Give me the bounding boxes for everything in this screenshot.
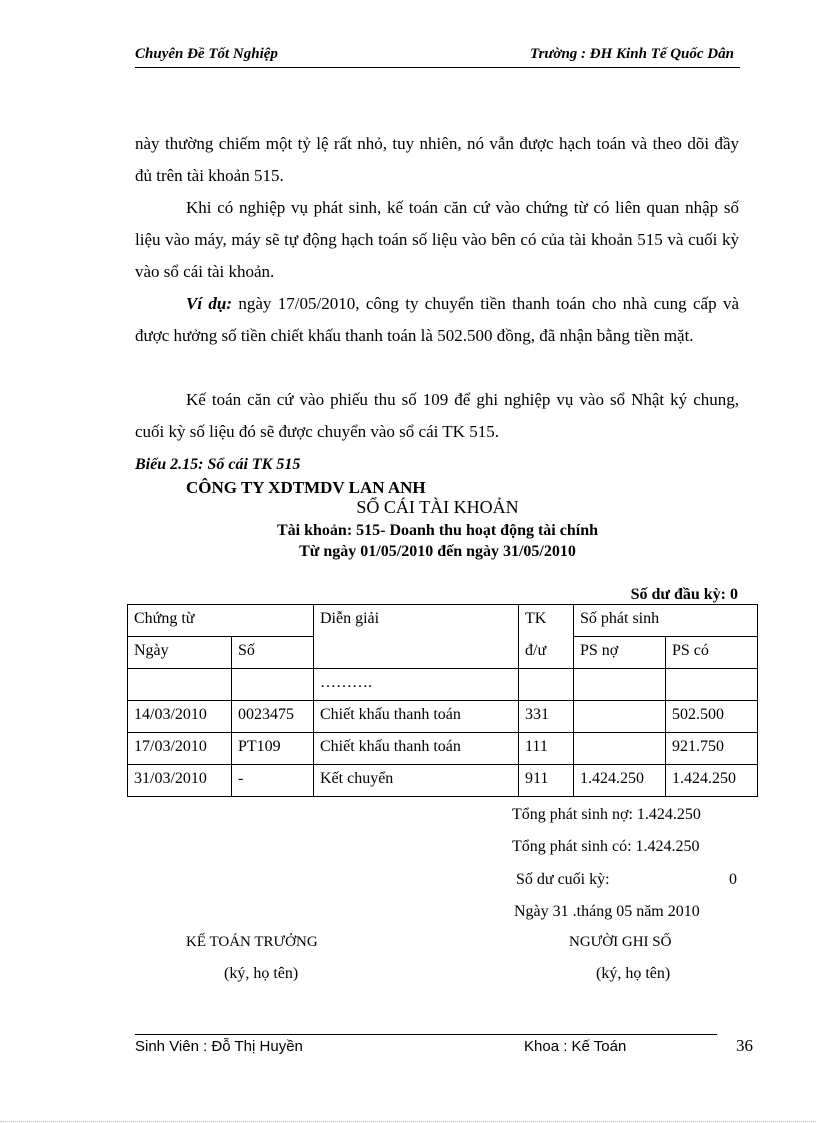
header-tk-sub: đ/ư [519, 637, 574, 669]
row-tk: 111 [519, 733, 574, 765]
table-row-dots [128, 669, 758, 701]
chief-accountant-sign: (ký, họ tên) [224, 965, 299, 982]
row-debit [574, 701, 666, 733]
bookkeeper-title: NGƯỜI GHI SỐ [569, 934, 672, 950]
chief-accountant-title: KẾ TOÁN TRƯỞNG [186, 934, 318, 950]
table-header-row-1 [128, 605, 758, 637]
paragraph-3-text: ngày 17/05/2010, công ty chuyển tiền thanh toán cho nhà cung cấp và được hưởng số tiền chiết khấu thanh toán là 502.500 đồng, đã nhận bằng tiền mặt. [135, 294, 739, 345]
page-number: 36 [736, 1036, 753, 1055]
total-debit: Tổng phát sinh nợ: 1.424.250 [512, 806, 701, 823]
footer-rule [135, 1034, 717, 1035]
header-right: Trường : ĐH Kinh Tế Quốc Dân [529, 46, 734, 62]
row-date: 14/03/2010 [128, 701, 232, 733]
header-tk: TK [519, 605, 574, 637]
header-left: Chuyên Đề Tốt Nghiệp [135, 46, 278, 62]
date-line: Ngày 31 .tháng 05 năm 2010 [514, 903, 700, 920]
row-description: Kết chuyển [314, 765, 519, 797]
header-description: Diễn giải [314, 605, 519, 669]
footer-student: Sinh Viên : Đỗ Thị Huyền [135, 1038, 303, 1055]
table-row [128, 765, 758, 797]
paragraph-2: Khi có nghiệp vụ phát sinh, kế toán căn cứ vào chứng từ có liên quan nhập số liệu vào máy, máy sẽ tự động hạch toán số liệu vào bên có của tài khoản 515 và cuối kỳ vào sổ cái tài khoản. [135, 198, 739, 281]
row-credit: 1.424.250 [666, 765, 758, 797]
row-credit: 921.750 [666, 733, 758, 765]
paragraph-1: này thường chiếm một tỷ lệ rất nhỏ, tuy nhiên, nó vẫn được hạch toán và theo dõi đầy đủ trên tài khoản 515. [135, 134, 739, 185]
bookkeeper-sign: (ký, họ tên) [596, 965, 671, 982]
dots-cell: ………. [314, 669, 519, 701]
header-date: Ngày [128, 637, 232, 669]
account-line: Tài khoản: 515- Doanh thu hoạt động tài chính [277, 522, 598, 539]
header-voucher: Chứng từ [128, 605, 314, 637]
paragraph-3 [135, 288, 739, 352]
figure-caption: Biểu 2.15: Sổ cái TK 515 [135, 456, 301, 473]
row-tk: 911 [519, 765, 574, 797]
header-number: Số [232, 637, 314, 669]
row-tk: 331 [519, 701, 574, 733]
total-credit: Tổng phát sinh có: 1.424.250 [512, 838, 700, 855]
table-row [128, 733, 758, 765]
row-description: Chiết khấu thanh toán [314, 701, 519, 733]
row-date: 17/03/2010 [128, 733, 232, 765]
header-rule [135, 67, 740, 68]
example-label: Ví dụ: [186, 294, 233, 313]
ledger-title: SỔ CÁI TÀI KHOẢN [356, 497, 519, 517]
row-credit: 502.500 [666, 701, 758, 733]
opening-balance: Số dư đầu kỳ: 0 [630, 586, 738, 603]
closing-balance-label: Số dư cuối kỳ: [516, 871, 610, 888]
header-amount: Số phát sinh [574, 605, 758, 637]
row-description: Chiết khấu thanh toán [314, 733, 519, 765]
paragraph-4: Kế toán căn cứ vào phiếu thu số 109 để ghi nghiệp vụ vào sổ Nhật ký chung, cuối kỳ số liệu đó sẽ được chuyển vào sổ cái TK 515. [135, 390, 739, 441]
row-number: 0023475 [232, 701, 314, 733]
header-debit: PS nợ [574, 637, 666, 669]
period-line: Từ ngày 01/05/2010 đến ngày 31/05/2010 [299, 543, 576, 560]
row-debit [574, 733, 666, 765]
row-debit: 1.424.250 [574, 765, 666, 797]
header-credit: PS có [666, 637, 758, 669]
page-bottom-edge [0, 1121, 816, 1122]
table-row [128, 701, 758, 733]
closing-balance-value: 0 [729, 871, 737, 888]
row-number: PT109 [232, 733, 314, 765]
footer-faculty: Khoa : Kế Toán [524, 1038, 627, 1055]
company-name: CÔNG TY XDTMDV LAN ANH [186, 478, 426, 497]
row-number: - [232, 765, 314, 797]
ledger-table [127, 604, 758, 797]
row-date: 31/03/2010 [128, 765, 232, 797]
